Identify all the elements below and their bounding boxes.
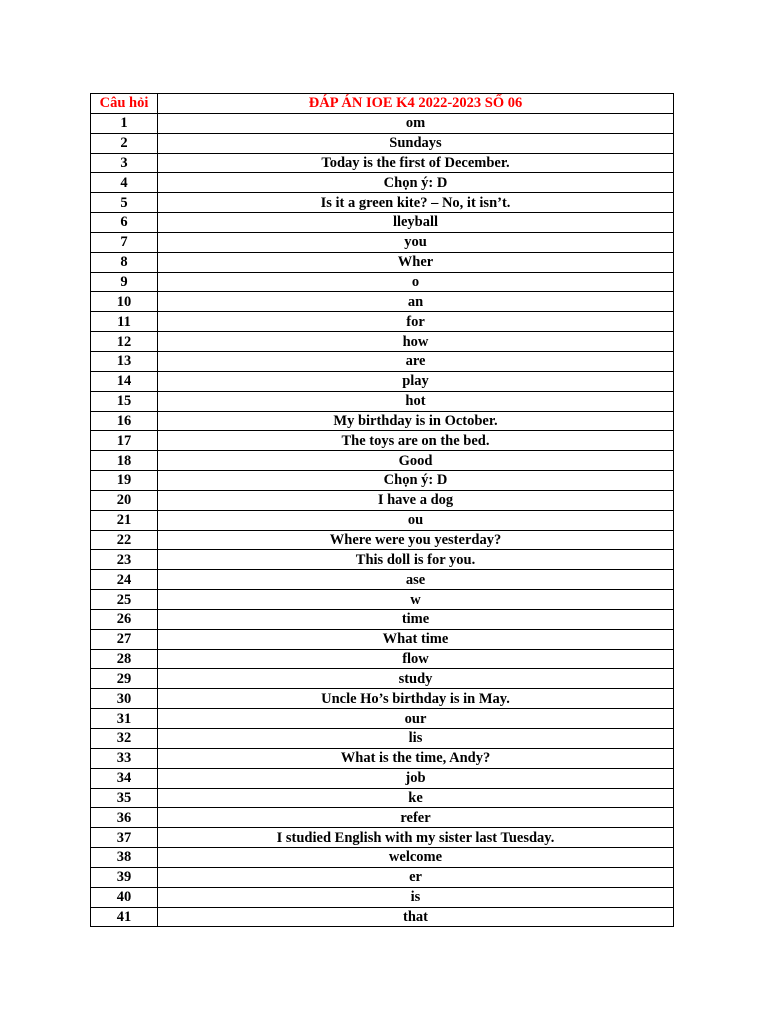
question-number: 25: [91, 590, 158, 610]
table-row: [91, 629, 674, 649]
question-number: 28: [91, 649, 158, 669]
question-number: 34: [91, 768, 158, 788]
answer-cell: lleyball: [158, 213, 674, 233]
answer-cell: ou: [158, 510, 674, 530]
table-row: [91, 312, 674, 332]
table-row: [91, 729, 674, 749]
question-number: 22: [91, 530, 158, 550]
answer-cell: o: [158, 272, 674, 292]
question-number: 23: [91, 550, 158, 570]
table-row: [91, 213, 674, 233]
table-row: [91, 252, 674, 272]
question-number: 10: [91, 292, 158, 312]
answer-cell: Uncle Ho’s birthday is in May.: [158, 689, 674, 709]
answer-cell: Wher: [158, 252, 674, 272]
answer-cell: time: [158, 609, 674, 629]
answer-cell: hot: [158, 391, 674, 411]
answer-cell: for: [158, 312, 674, 332]
table-row: [91, 530, 674, 550]
table-row: [91, 332, 674, 352]
answer-cell: you: [158, 232, 674, 252]
answer-cell: job: [158, 768, 674, 788]
answer-cell: study: [158, 669, 674, 689]
question-number: 39: [91, 867, 158, 887]
question-number: 16: [91, 411, 158, 431]
table-row: [91, 510, 674, 530]
question-number: 21: [91, 510, 158, 530]
answer-cell: lis: [158, 729, 674, 749]
answer-cell: Sundays: [158, 133, 674, 153]
question-number: 17: [91, 431, 158, 451]
table-row: [91, 133, 674, 153]
question-number: 9: [91, 272, 158, 292]
question-number: 30: [91, 689, 158, 709]
question-number: 27: [91, 629, 158, 649]
question-number: 29: [91, 669, 158, 689]
question-number: 20: [91, 490, 158, 510]
table-row: [91, 193, 674, 213]
table-row: [91, 550, 674, 570]
table-row: [91, 471, 674, 491]
question-number: 14: [91, 371, 158, 391]
table-header-row: [91, 94, 674, 114]
question-number: 4: [91, 173, 158, 193]
question-number: 32: [91, 729, 158, 749]
question-number: 1: [91, 113, 158, 133]
table-row: [91, 292, 674, 312]
answer-cell: What is the time, Andy?: [158, 748, 674, 768]
table-row: [91, 570, 674, 590]
table-row: [91, 669, 674, 689]
question-number: 2: [91, 133, 158, 153]
answer-cell: ase: [158, 570, 674, 590]
table-row: [91, 768, 674, 788]
table-row: [91, 609, 674, 629]
header-question: Câu hỏi: [91, 94, 158, 114]
answer-cell: are: [158, 351, 674, 371]
answer-cell: that: [158, 907, 674, 927]
header-answer: ĐÁP ÁN IOE K4 2022-2023 SỐ 06: [158, 94, 674, 114]
answer-cell: Today is the first of December.: [158, 153, 674, 173]
table-row: [91, 590, 674, 610]
answer-cell: an: [158, 292, 674, 312]
question-number: 37: [91, 828, 158, 848]
table-row: [91, 828, 674, 848]
question-number: 11: [91, 312, 158, 332]
table-row: [91, 649, 674, 669]
answer-cell: This doll is for you.: [158, 550, 674, 570]
answer-cell: Where were you yesterday?: [158, 530, 674, 550]
question-number: 3: [91, 153, 158, 173]
table-row: [91, 748, 674, 768]
question-number: 8: [91, 252, 158, 272]
answer-cell: The toys are on the bed.: [158, 431, 674, 451]
answer-cell: er: [158, 867, 674, 887]
question-number: 41: [91, 907, 158, 927]
question-number: 24: [91, 570, 158, 590]
question-number: 15: [91, 391, 158, 411]
answer-cell: My birthday is in October.: [158, 411, 674, 431]
question-number: 26: [91, 609, 158, 629]
answer-cell: our: [158, 709, 674, 729]
table-row: [91, 173, 674, 193]
table-row: [91, 451, 674, 471]
table-row: [91, 431, 674, 451]
question-number: 6: [91, 213, 158, 233]
question-number: 19: [91, 471, 158, 491]
table-row: [91, 867, 674, 887]
answer-cell: om: [158, 113, 674, 133]
answer-cell: how: [158, 332, 674, 352]
question-number: 35: [91, 788, 158, 808]
answer-cell: Chọn ý: D: [158, 471, 674, 491]
answer-cell: Good: [158, 451, 674, 471]
question-number: 13: [91, 351, 158, 371]
table-row: [91, 490, 674, 510]
question-number: 7: [91, 232, 158, 252]
question-number: 38: [91, 848, 158, 868]
question-number: 36: [91, 808, 158, 828]
table-row: [91, 351, 674, 371]
question-number: 31: [91, 709, 158, 729]
table-row: [91, 232, 674, 252]
table-row: [91, 709, 674, 729]
answer-cell: I have a dog: [158, 490, 674, 510]
question-number: 5: [91, 193, 158, 213]
table-row: [91, 391, 674, 411]
table-row: [91, 887, 674, 907]
answer-cell: play: [158, 371, 674, 391]
question-number: 40: [91, 887, 158, 907]
question-number: 33: [91, 748, 158, 768]
table-row: [91, 113, 674, 133]
answer-cell: Chọn ý: D: [158, 173, 674, 193]
table-row: [91, 411, 674, 431]
answer-table: [90, 93, 674, 927]
table-body: [91, 113, 674, 927]
answer-cell: What time: [158, 629, 674, 649]
table-row: [91, 808, 674, 828]
answer-cell: welcome: [158, 848, 674, 868]
answer-cell: refer: [158, 808, 674, 828]
question-number: 12: [91, 332, 158, 352]
answer-cell: flow: [158, 649, 674, 669]
table-row: [91, 371, 674, 391]
answer-cell: I studied English with my sister last Tuesday.: [158, 828, 674, 848]
table-row: [91, 272, 674, 292]
table-row: [91, 689, 674, 709]
question-number: 18: [91, 451, 158, 471]
table-row: [91, 907, 674, 927]
table-row: [91, 153, 674, 173]
answer-cell: ke: [158, 788, 674, 808]
answer-cell: w: [158, 590, 674, 610]
answer-cell: Is it a green kite? – No, it isn’t.: [158, 193, 674, 213]
table-row: [91, 848, 674, 868]
table-row: [91, 788, 674, 808]
answer-cell: is: [158, 887, 674, 907]
